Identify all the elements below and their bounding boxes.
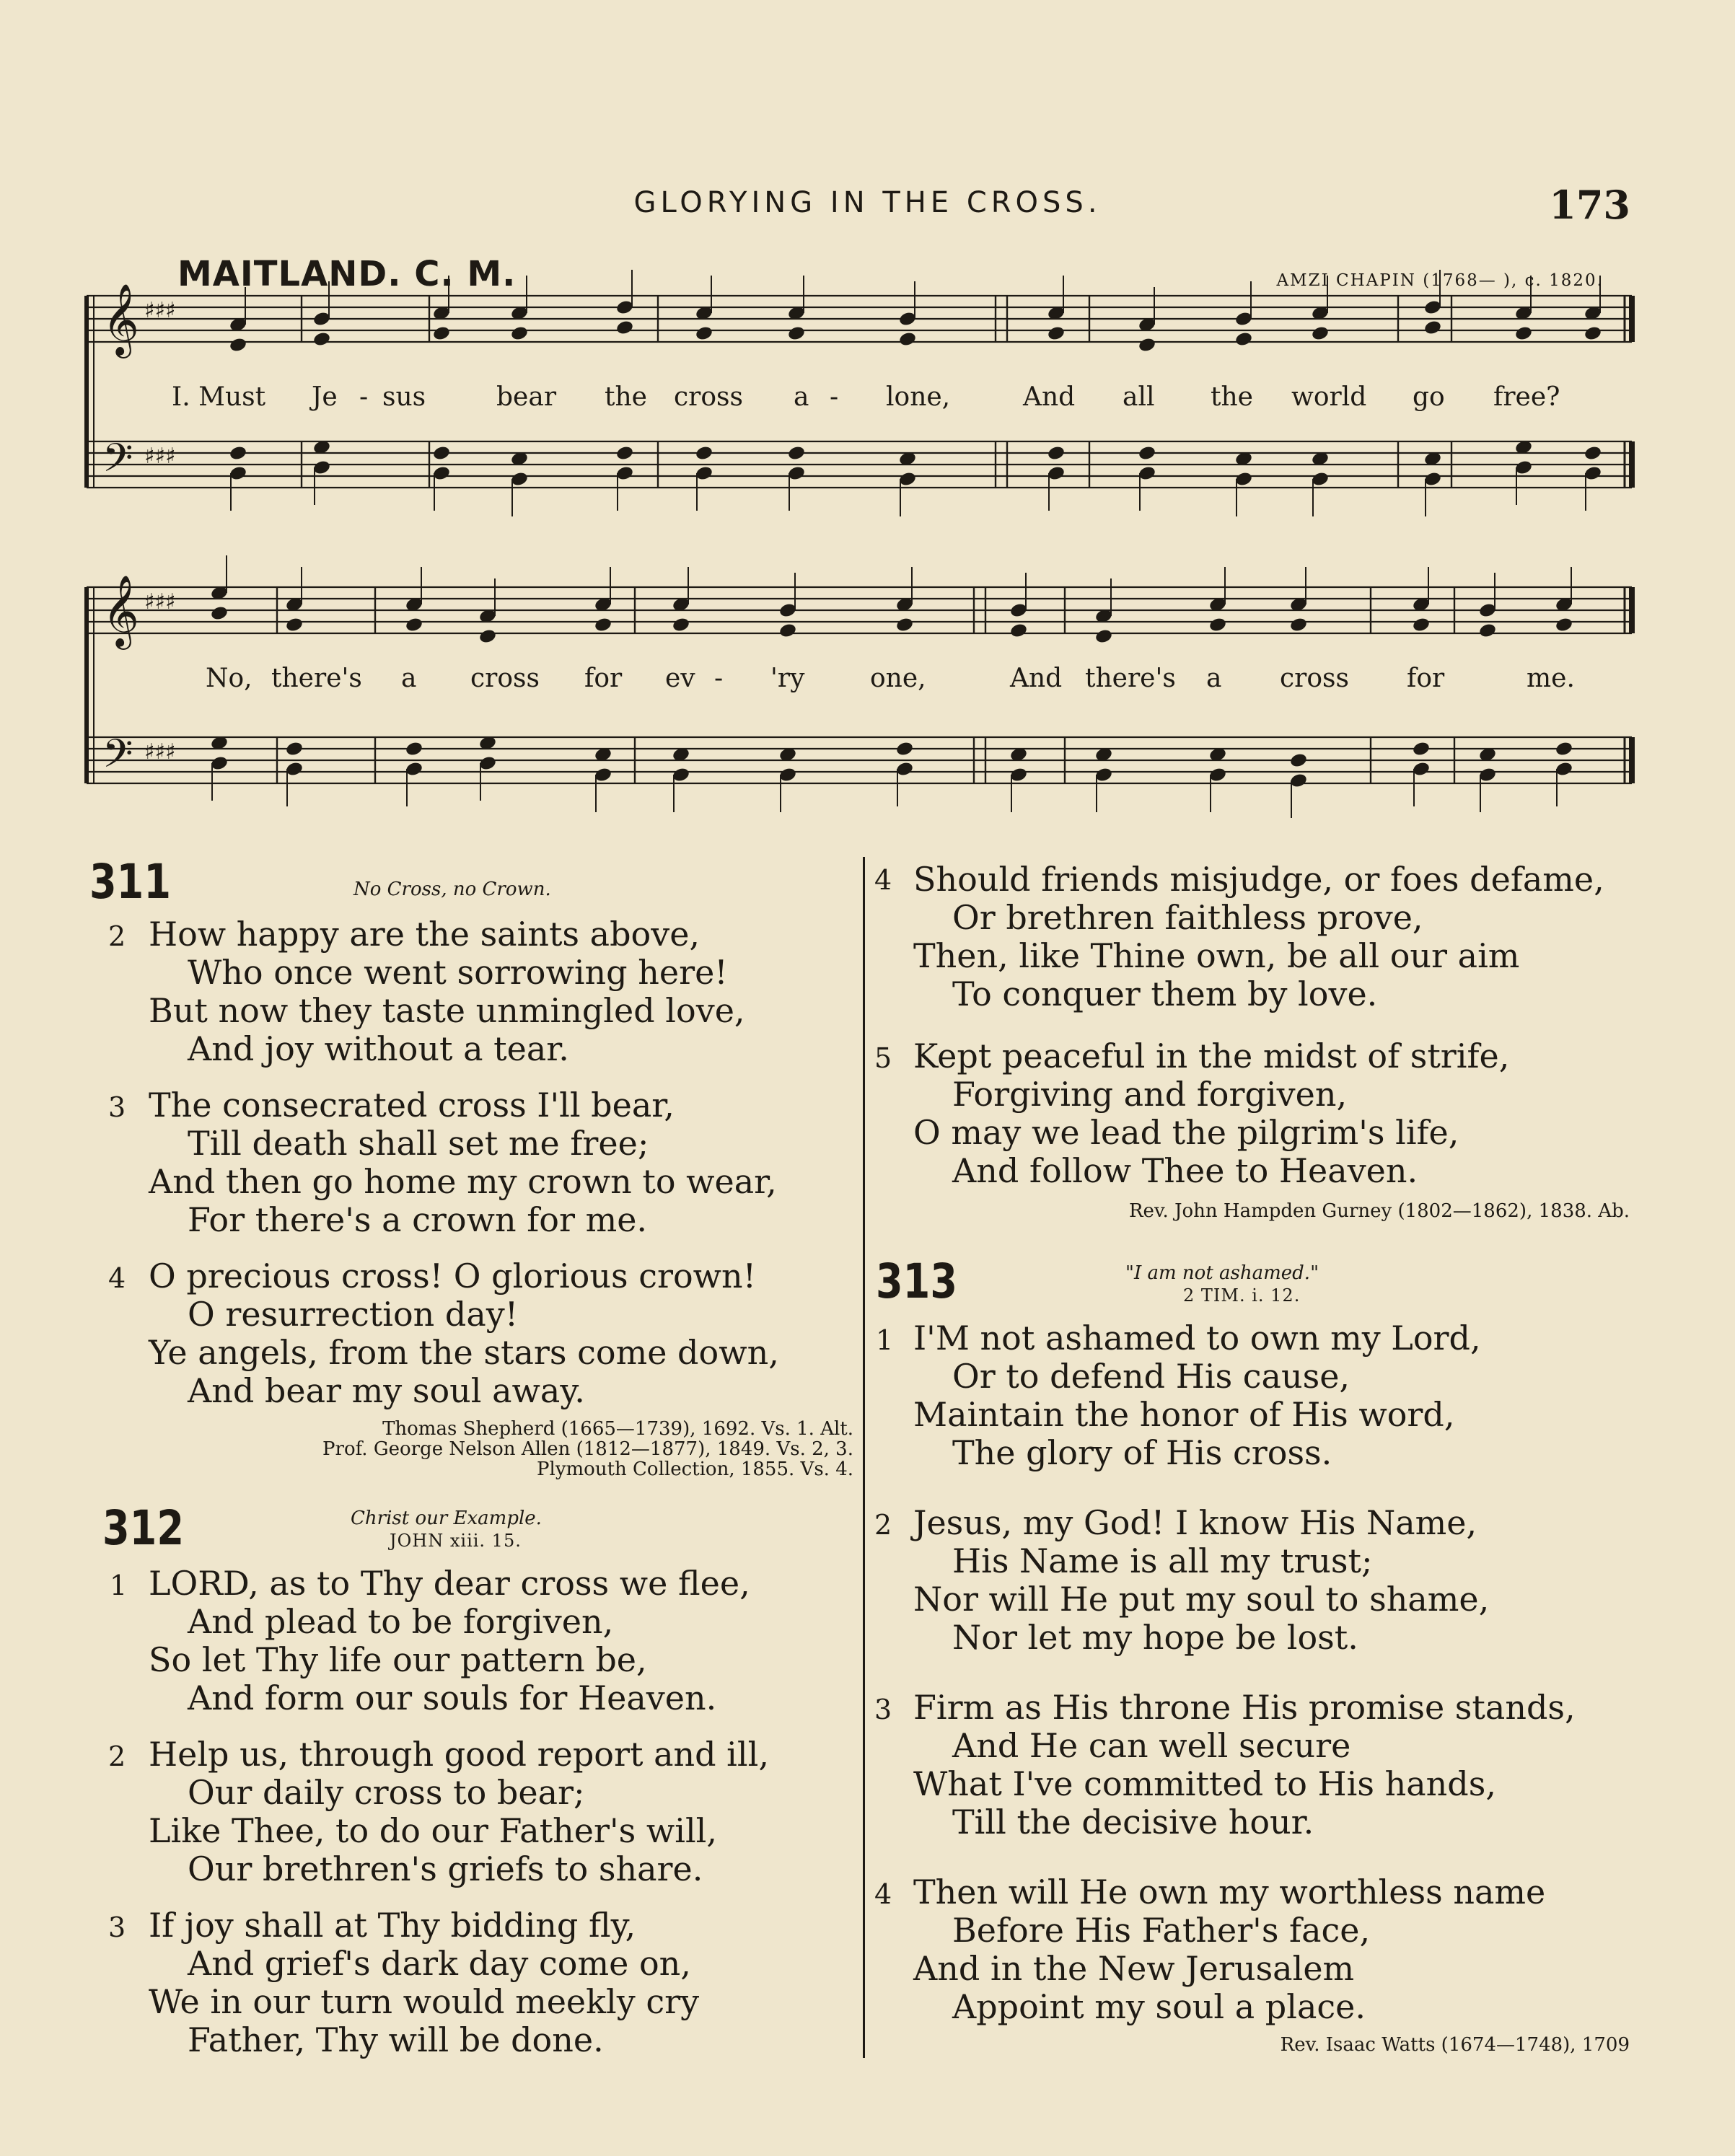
key-signature: ♯♯♯ [144, 298, 176, 323]
credit-line: Plymouth Collection, 1855. Vs. 4. [537, 1458, 853, 1480]
verse-line: And joy without a tear. [188, 1029, 569, 1068]
verse-line: For there's a crown for me. [188, 1200, 648, 1239]
lyric-syllable: - [830, 382, 839, 412]
note-head [615, 445, 634, 462]
key-signature: ♯♯♯ [144, 589, 176, 615]
note-head [1423, 320, 1442, 336]
lyric-syllable: No, [206, 664, 252, 693]
verse-number: 4 [108, 1262, 126, 1294]
verse-number: 2 [874, 1509, 892, 1541]
note-head [285, 617, 304, 633]
page-number: 173 [1549, 182, 1630, 228]
lyric-syllable: ev [665, 664, 695, 693]
note-head [1047, 325, 1066, 342]
verse-line: The consecrated cross I'll bear, [149, 1086, 675, 1125]
verse-line: O may we lead the pilgrim's life, [913, 1113, 1459, 1152]
verse-line: Help us, through good report and ill, [149, 1735, 769, 1774]
verse-line: We in our turn would meekly cry [149, 1982, 700, 2021]
lyric-syllable: lone, [886, 382, 951, 412]
verse-line: The glory of His cross. [952, 1433, 1332, 1472]
verse-number: 5 [874, 1042, 892, 1074]
key-signature: ♯♯♯ [144, 444, 176, 469]
verse-line: His Name is all my trust; [952, 1541, 1373, 1580]
credit-line: Rev. John Hampden Gurney (1802—1862), 1838. Ab. [1128, 1200, 1630, 1222]
verse-line: O precious cross! O glorious crown! [149, 1257, 757, 1295]
note-head [432, 325, 451, 342]
verse-line: Kept peaceful in the midst of strife, [913, 1037, 1510, 1075]
note-head [1234, 331, 1253, 348]
lyric-syllable: cross [1280, 664, 1349, 693]
verse-line: To conquer them by love. [952, 974, 1378, 1013]
lyric-syllable: for [1407, 664, 1445, 693]
hymn-title: Christ our Example. [351, 1508, 542, 1529]
lyric-syllable: the [605, 382, 647, 412]
note-head [1514, 325, 1533, 342]
lyric-syllable: me. [1527, 664, 1575, 693]
verse-number: 1 [876, 1324, 894, 1356]
lyric-syllable: the [1211, 382, 1253, 412]
note-head [615, 320, 634, 336]
verse-line: Till the decisive hour. [952, 1803, 1314, 1842]
lyric-syllable: cross [674, 382, 743, 412]
note-head [1412, 617, 1431, 633]
verse-line: Ye angels, from the stars come down, [149, 1333, 779, 1372]
verse-number: 2 [108, 920, 126, 952]
lyric-syllable: go [1413, 382, 1445, 412]
verse-line: LORD, as to Thy dear cross we flee, [149, 1564, 750, 1603]
verse-line: Nor will He put my soul to shame, [913, 1580, 1490, 1619]
verse-line: And then go home my crown to wear, [149, 1162, 777, 1201]
note-head [1208, 617, 1227, 633]
verse-line: But now they taste unmingled love, [149, 991, 745, 1030]
note-head [895, 617, 914, 633]
hymn-number: 313 [876, 1254, 957, 1309]
note-head [787, 445, 806, 462]
note-head [312, 331, 331, 348]
note-head [1138, 445, 1156, 462]
note-head [594, 617, 612, 633]
verse-line: Jesus, my God! I know His Name, [913, 1503, 1477, 1542]
verse-number: 4 [874, 864, 892, 896]
note-head [1412, 741, 1431, 757]
hymn-title: "I am not ashamed." [1125, 1262, 1319, 1284]
verse-line: Like Thee, to do our Father's will, [149, 1811, 718, 1850]
verse-line: Nor let my hope be lost. [952, 1618, 1358, 1657]
verse-line: And in the New Jerusalem [913, 1949, 1355, 1988]
note-head [1009, 622, 1028, 639]
verse-line: Or to defend His cause, [952, 1357, 1350, 1396]
bass-clef: 𝄢 [102, 435, 133, 490]
verse-line: How happy are the saints above, [149, 915, 700, 954]
note-head [432, 445, 451, 462]
lyric-syllable: a [794, 382, 809, 412]
verse-line: I'M not ashamed to own my Lord, [913, 1319, 1481, 1358]
verse-line: Father, Thy will be done. [188, 2020, 604, 2059]
lyric-syllable: And [1010, 664, 1063, 693]
note-head [229, 337, 247, 353]
lyric-syllable: a [1206, 664, 1222, 693]
verse-line: And bear my soul away. [188, 1371, 585, 1410]
note-head [1094, 628, 1113, 645]
verse-line: Firm as His throne His promise stands, [913, 1688, 1576, 1727]
lyric-syllable: cross [470, 664, 540, 693]
hymn-scripture-ref: 2 TIM. i. 12. [1183, 1285, 1301, 1306]
note-head [672, 617, 690, 633]
verse-number: 2 [108, 1741, 126, 1772]
hymn-number: 311 [89, 854, 171, 910]
note-head [1289, 617, 1308, 633]
verse-line: Till death shall set me free; [188, 1124, 649, 1163]
verse-number: 3 [108, 1091, 126, 1123]
lyric-syllable: - [359, 382, 369, 412]
column-divider [863, 857, 865, 2058]
note-head [1555, 617, 1573, 633]
lyric-syllable: And [1023, 382, 1076, 412]
verse-number: 3 [108, 1911, 126, 1943]
verse-line: Forgiving and forgiven, [952, 1075, 1348, 1114]
note-head [695, 445, 713, 462]
verse-line: If joy shall at Thy bidding fly, [149, 1906, 636, 1945]
verse-line: And He can well secure [952, 1726, 1351, 1765]
lyric-syllable: there's [1085, 664, 1176, 693]
note-head [898, 331, 917, 348]
verse-line: Then, like Thine own, be all our aim [913, 936, 1520, 975]
verse-number: 4 [874, 1878, 892, 1910]
verse-line: Should friends misjudge, or foes defame, [913, 860, 1604, 899]
verse-line: Maintain the honor of His word, [913, 1395, 1455, 1434]
verse-line: And form our souls for Heaven. [188, 1678, 717, 1717]
lyric-syllable: 'ry [770, 664, 805, 693]
note-head [1311, 325, 1330, 342]
lyric-syllable: bear [496, 382, 557, 412]
verse-line: Our brethren's griefs to share. [188, 1849, 703, 1888]
verse-line: And plead to be forgiven, [188, 1602, 614, 1641]
lyric-syllable: sus [382, 382, 426, 412]
note-head [405, 741, 423, 757]
lyric-syllable: all [1123, 382, 1155, 412]
note-head [787, 325, 806, 342]
verse-line: O resurrection day! [188, 1295, 519, 1334]
credit-line: Thomas Shepherd (1665—1739), 1692. Vs. 1. Alt. [382, 1418, 853, 1440]
note-head [1478, 622, 1497, 639]
lyric-syllable: there's [271, 664, 362, 693]
note-head [285, 741, 304, 757]
verse-line: And follow Thee to Heaven. [952, 1151, 1418, 1190]
note-head [478, 628, 497, 645]
verse-line: Before His Father's face, [952, 1911, 1371, 1950]
bass-clef: 𝄢 [102, 731, 133, 786]
lyric-syllable: one, [870, 664, 926, 693]
credit-line: Prof. George Nelson Allen (1812—1877), 1849. Vs. 2, 3. [322, 1438, 853, 1460]
note-head [1584, 445, 1602, 462]
lyric-syllable: - [714, 664, 724, 693]
verse-line: Then will He own my worthless name [913, 1873, 1546, 1911]
lyric-syllable: Je [312, 382, 338, 412]
hymn-number: 312 [102, 1500, 184, 1556]
verse-line: Appoint my soul a place. [952, 1987, 1366, 2026]
note-head [1289, 752, 1308, 769]
verse-line: What I've committed to His hands, [913, 1764, 1496, 1803]
treble-clef: 𝄞 [102, 283, 139, 356]
note-head [1047, 445, 1066, 462]
note-head [778, 622, 797, 639]
note-head [229, 445, 247, 462]
credit-line: Rev. Isaac Watts (1674—1748), 1709 [1280, 2034, 1630, 2056]
note-head [1555, 741, 1573, 757]
tune-name: MAITLAND. C. M. [177, 254, 517, 294]
verse-line: Or brethren faithless prove, [952, 898, 1423, 937]
note-head [695, 325, 713, 342]
key-signature: ♯♯♯ [144, 739, 176, 765]
music-score [0, 0, 1735, 837]
hymn-scripture-ref: JOHN xiii. 15. [390, 1531, 522, 1551]
lyric-syllable: free? [1493, 382, 1560, 412]
note-head [1138, 337, 1156, 353]
verse-line: Who once went sorrowing here! [188, 953, 728, 992]
lyric-syllable: a [401, 664, 417, 693]
note-head [405, 617, 423, 633]
lyric-syllable: for [584, 664, 623, 693]
treble-clef: 𝄞 [102, 575, 139, 647]
note-head [510, 325, 529, 342]
verse-line: Our daily cross to bear; [188, 1773, 585, 1812]
verse-line: So let Thy life our pattern be, [149, 1640, 647, 1679]
lyric-syllable: I. Must [172, 382, 266, 412]
verse-number: 1 [110, 1570, 128, 1601]
verse-line: And grief's dark day come on, [188, 1944, 691, 1983]
lyric-syllable: world [1291, 382, 1367, 412]
note-head [1584, 325, 1602, 342]
note-head [895, 741, 914, 757]
tune-composer: AMZI CHAPIN (1768— ), c. 1820. [1276, 271, 1604, 290]
verse-number: 3 [874, 1694, 892, 1725]
running-head: GLORYING IN THE CROSS. [633, 186, 1102, 219]
hymn-title: No Cross, no Crown. [353, 879, 551, 900]
note-head [210, 605, 229, 622]
